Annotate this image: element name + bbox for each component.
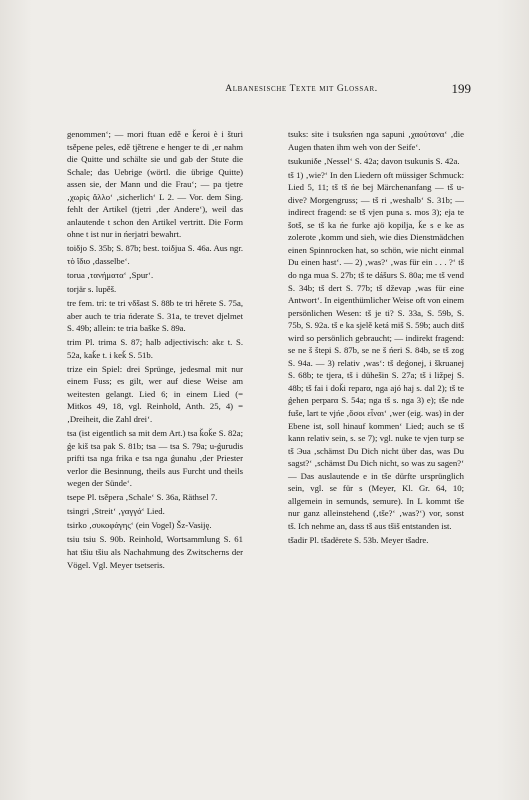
running-title: Albanesische Texte mit Glossar. — [225, 84, 378, 94]
glossary-entry: tsuks: site i tsuksńen nga sapuni ‚χαούτανα‘ ‚die Augen thaten ihm weh von der Seife‘. — [288, 129, 464, 152]
glossary-entry: tre fem. tri: te tri vδšast S. 88b te tri hěrete S. 75a, aber auch te tria ńderate S. 31a, te trevet djelmet S. 49b; allein: te tria baške S. 89a. — [67, 298, 243, 334]
right-column — [288, 128, 464, 548]
glossary-entry: tsiu tsiu S. 90b. Reinhold, Wortsammlung S. 61 hat tšiu tšiu als Nachahmung des Zwitscherns der Vögel. Vgl. Meyer tsetseris. — [67, 534, 243, 570]
glossary-entry: tsirko ‚συκοφάγης‘ (ein Vogel) Šz-Vasiję. — [67, 520, 212, 531]
page-number: 199 — [451, 81, 471, 96]
glossary-entry: trim Pl. trima S. 87; halb adjectivisch: akε t. S. 52a, kaǩe t. i keǩ S. 51b. — [67, 337, 243, 360]
glossary-entry: tsepe Pl. tsěpera ‚Schale‘ S. 36a, Räthsel 7. — [67, 492, 218, 503]
glossary-entry: tš 1) ‚wie?‘ In den Liedern oft müssiger Schmuck: Lied 5, 11; tš tš ńe bej Märchenanfang — tš u-dive? Morgengruss; — tš ri ‚weshalb‘ S. 31b; — indirect fragend: se tš vjen puna s. mos 3); eja te šotš, se tš ka ńe furke ajö kopilja, ǩe s e ke as zolerote ‚komm und sieh, wie dies Dienstmädchen einen Spinnrocken hat, so schön, wie nicht einmal Du einen hast‘. — 2) ‚was?‘ ‚was für ein . . . ?‘ tš do nga mua S. 27b; tš te dášurs S. 80a; me tš vend S. 34b; tš dert S. 77b; tš dževap ‚was für eine Antwort‘. In eigenthümlicher Weise oft von einem persönlichen Wesen: tš je ti? S. 33a, S. 59b, S. 75b, S. 92a. tš e ka sjelě ketá miš S. 59b; auch ditš wird so persönlich gebraucht; — indirekt fragend: se ne š štepi S. 87b, se ne š ńeri S. 84b, se tš zog S. 94a. — 3) relativ ‚was‘: tš deǵonej, i škruanej S. 68b; te tjera, tš i dühešin S. 27a; tš i ližpej S. 48b; tš fai i doǩi reparα, nga ajó haj s. dal 2); tš te ǵehen perparα S. 54a; nga tš s. nga 3) e); tše nde fuše, lart te vjńe ‚ὅσοι εἶναι‘ ‚wer (eig. was) in der Ebene ist, soll hinauf kommen‘ Lied; auch se tš kann relativ sein, s. se 7); vgl. nuke te vjen turp se tš Эua ‚schämst Du Dich nicht über das, was Du sagst?‘ ‚schämst Du Dich nicht, so was zu sagen?‘ — Das auslautende e in tše dürfte ursprünglich sein, vgl. se für s (Meyer, Kl. Gr. 64, 10; allgemein in semunds, semure). In L kommt tše nur ganz alleinstehend (‚tše?‘ ‚was?‘) vor, sonst tš. Ich nehme an, dass tš aus tšiš entstanden ist. — [288, 169, 464, 531]
glossary-entry: genommen‘; — mori ftuan edě e ǩeroi è i šturi tsěpene peles, edě tjětrene e henger te di ‚er nahm die Quitte und schälte sie und gab der Stute die Schale; das Uebrige (wörtl. die übrige Quitte) assen sie, der Mann und die Frau‘; — pa tjetre ‚χωρὶς ἄλλο‘ ‚sicherlich‘ L 2. — Vor. dem Sing. fehlt der Artikel (tjetri ‚der Andere‘), weil das anlautende t schon den Artikel vertritt. Die Form ohne t ist nur in ńerjatri bewahrt. — [67, 129, 243, 240]
glossary-entry: trize ein Spiel: drei Sprünge, jedesmal mit nur einem Fuss; es gilt, wer auf diese Weise am weitesten gelangt. Lied 6; in einem Lied (= Mitkos 49, 18, vgl. Reinhold, Anth. 25, 4) = ‚Dreiheit, die Zahl drei‘. — [67, 363, 243, 425]
glossary-entry: tsukuniδe ‚Nessel‘ S. 42a; davon tsukunis S. 42a. — [288, 155, 460, 166]
glossary-entry: torjär s. lupěš. — [67, 284, 117, 295]
left-column — [67, 128, 243, 573]
glossary-entry: tsa (ist eigentlich sa mit dem Art.) tsa ǩoǩe S. 82a; ǵe kiš tsa pak S. 81b; tsa — tsa S. 79a; u-ǵurudis prifti tsa nga frika e tsa nga ǵunahu ‚der Priester verlor die Besinnung, theils aus Furcht und theils wegen der Sünde‘. — [67, 428, 243, 489]
running-header — [132, 81, 471, 100]
glossary-entry: tšadir Pl. tšadërete S. 53b. Meyer tšadre. — [288, 535, 429, 545]
glossary-entry: tsingri ‚Streit‘ ‚γαγγά‘ Lied. — [67, 506, 165, 517]
glossary-entry: toiδjo S. 35b; S. 87b; best. toiδjua S. 46a. Aus ngr. τὸ ἴδιο ‚dasselbe‘. — [67, 243, 243, 266]
glossary-entry: torua ‚τανήματα‘ ‚Spur‘. — [67, 270, 154, 281]
